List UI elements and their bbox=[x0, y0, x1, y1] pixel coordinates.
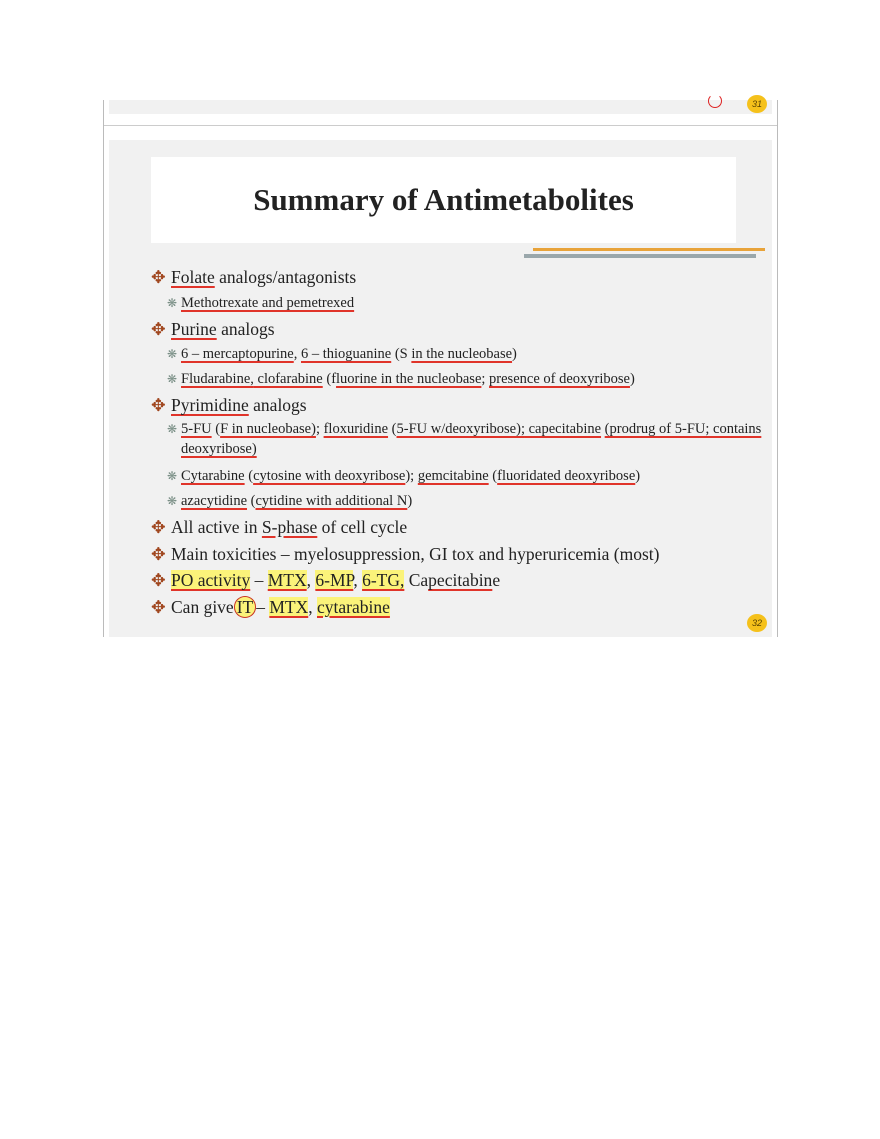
bullet-text: ) bbox=[407, 493, 413, 510]
bullet-star-icon: ❋ bbox=[167, 494, 178, 509]
annotated-text: azacytidine bbox=[181, 493, 248, 510]
sub-bullet-item bbox=[151, 367, 771, 392]
accent-line-orange bbox=[533, 248, 765, 251]
sub-bullet-item bbox=[151, 291, 771, 316]
bullet-text: analogs bbox=[248, 395, 307, 416]
sub-bullet-item bbox=[151, 342, 771, 367]
bullet-text: ; bbox=[315, 421, 324, 438]
annotated-text: S-phase bbox=[261, 517, 318, 538]
annotated-text: PO activity bbox=[171, 570, 251, 591]
bullet-text: ( bbox=[244, 468, 254, 485]
bullet-text: ) bbox=[635, 468, 641, 485]
bullet-text: Main toxicities – myelosuppression, GI tox and hyperuricemia (most) bbox=[171, 543, 660, 564]
bullet-text: (S bbox=[391, 346, 412, 363]
circled-text: IT bbox=[234, 596, 257, 618]
annotated-text: 6 – mercaptopurine bbox=[181, 346, 294, 363]
bullet-star-icon: ❋ bbox=[167, 372, 178, 387]
bullet-list bbox=[151, 264, 771, 621]
bullet-item bbox=[151, 594, 771, 621]
bullet-text: ( bbox=[488, 468, 498, 485]
sub-bullet-item bbox=[151, 419, 771, 464]
annotated-text: luorine in the nucleobase bbox=[336, 371, 482, 388]
annotated-text: cytidine with additional N bbox=[255, 493, 408, 510]
bullet-text: Ca bbox=[404, 570, 429, 591]
bullet-text: ); bbox=[405, 468, 418, 485]
bullet-star-icon: ❋ bbox=[167, 347, 178, 362]
annotation-circle bbox=[708, 94, 722, 108]
sub-bullet-item bbox=[151, 464, 771, 489]
title-box bbox=[151, 157, 736, 243]
annotated-text: presence of deoxyribose bbox=[489, 371, 630, 388]
bullet-item bbox=[151, 541, 771, 568]
page-number-badge-prev: 31 bbox=[747, 95, 767, 113]
annotated-text: pecitabin bbox=[428, 570, 493, 591]
bullet-fleuron-icon: ✥ bbox=[151, 318, 166, 339]
bullet-text: ( bbox=[388, 421, 397, 438]
bullet-fleuron-icon: ✥ bbox=[151, 267, 166, 287]
previous-slide-strip bbox=[109, 100, 772, 114]
sub-bullet-item bbox=[151, 489, 771, 514]
bullet-text: , bbox=[293, 346, 301, 363]
slide-title: Summary of Antimetabolites bbox=[253, 182, 634, 217]
bullet-fleuron-icon: ✥ bbox=[151, 517, 166, 538]
bullet-text: analogs bbox=[216, 318, 275, 339]
bullet-text: , bbox=[308, 597, 317, 618]
bullet-item bbox=[151, 316, 771, 343]
bullet-text: ) bbox=[629, 371, 635, 388]
annotated-text: fluoridated deoxyribose bbox=[497, 468, 636, 485]
accent-line-grey bbox=[524, 254, 756, 258]
annotated-text: (prodrug of 5-FU; contains deoxyribose) bbox=[181, 421, 762, 458]
bullet-star-icon: ❋ bbox=[167, 469, 178, 484]
annotated-text: Methotrexate and pemetrexed bbox=[181, 294, 355, 311]
annotated-text: gemcitabine bbox=[417, 468, 489, 485]
annotated-text: 6 – thioguanine bbox=[301, 346, 392, 363]
bullet-text: – bbox=[256, 597, 270, 618]
annotated-text: F in nucleobase) bbox=[220, 421, 316, 438]
bullet-text: ( bbox=[247, 493, 256, 510]
bullet-text: analogs/antagonists bbox=[214, 267, 357, 287]
bullet-text: (f bbox=[322, 371, 337, 388]
annotated-text: 6-MP bbox=[315, 570, 354, 591]
bullet-text: Can give bbox=[171, 597, 234, 618]
annotated-text: in the nucleobase bbox=[411, 346, 513, 363]
bullet-fleuron-icon: ✥ bbox=[151, 597, 166, 618]
annotated-text: Folate bbox=[171, 267, 215, 287]
bullet-item bbox=[151, 567, 771, 594]
bullet-item bbox=[151, 514, 771, 541]
bullet-text: , bbox=[353, 570, 363, 591]
annotated-text: cytarabine bbox=[317, 597, 390, 618]
annotated-text: MTX bbox=[269, 597, 309, 618]
bullet-star-icon: ❋ bbox=[167, 295, 178, 310]
annotated-text: 6-TG, bbox=[362, 570, 405, 591]
bullet-star-icon: ❋ bbox=[167, 422, 178, 437]
annotated-text: Pyrimidine bbox=[171, 395, 249, 416]
bullet-text: ) bbox=[512, 346, 517, 363]
bullet-text: All active in bbox=[171, 517, 262, 538]
annotated-text: 5-FU bbox=[181, 421, 212, 438]
bullet-text: ( bbox=[211, 421, 221, 438]
annotated-text: MTX bbox=[267, 570, 307, 591]
bullet-item bbox=[151, 264, 771, 291]
bullet-text: – bbox=[250, 570, 268, 591]
annotated-text: clofarabine bbox=[253, 371, 323, 388]
annotated-text: 5-FU w/deoxyribose); bbox=[396, 421, 525, 438]
bullet-fleuron-icon: ✥ bbox=[151, 395, 166, 416]
bullet-text: ; bbox=[481, 371, 490, 388]
page-number-badge: 32 bbox=[747, 614, 767, 632]
annotated-text: Purine bbox=[171, 318, 217, 339]
annotated-text: floxuridine bbox=[323, 421, 389, 438]
slide bbox=[109, 140, 772, 637]
slide-frame bbox=[103, 100, 778, 637]
annotated-text: Fludarabine, bbox=[181, 371, 254, 388]
previous-slide-bottom bbox=[104, 100, 777, 126]
annotated-text: Cytarabine bbox=[181, 468, 245, 485]
bullet-fleuron-icon: ✥ bbox=[151, 543, 166, 564]
annotated-text: cytosine with deoxyribose bbox=[253, 468, 406, 485]
bullet-text: of cell cycle bbox=[317, 517, 408, 538]
bullet-text: , bbox=[306, 570, 316, 591]
annotated-text: capecitabine bbox=[524, 421, 602, 438]
bullet-item bbox=[151, 392, 771, 419]
bullet-fleuron-icon: ✥ bbox=[151, 570, 166, 591]
bullet-text: e bbox=[492, 570, 501, 591]
